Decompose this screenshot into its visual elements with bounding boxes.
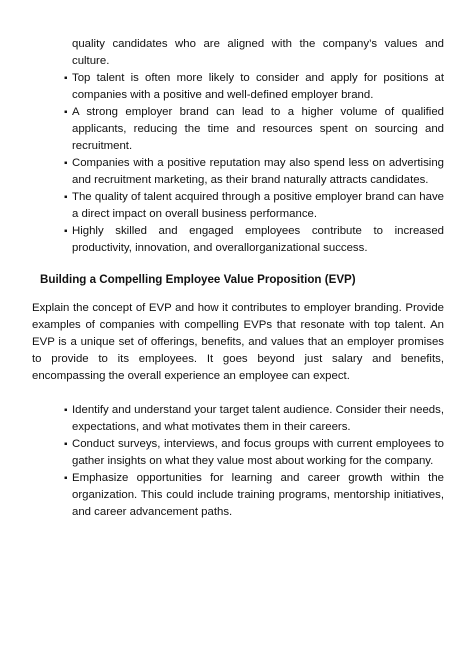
evp-paragraph: Explain the concept of EVP and how it contributes to employer branding. Provide examples of companies with compelling EVPs that resonate with top talent. An EVP is a unique set of offerings, benefits, and values that an employer promises to provide to its employees. It goes beyond just salary and benefits, encompassing the overall experience an employee can expect. xyxy=(32,302,444,382)
list-item xyxy=(64,104,444,155)
bullet-icon: ▪ xyxy=(64,439,68,450)
continued-line: quality candidates who are aligned with the company’s values and culture. xyxy=(72,38,444,67)
bullet-icon: ▪ xyxy=(64,107,68,118)
list-item xyxy=(64,223,444,257)
section-heading: Building a Compelling Employee Value Proposition (EVP) xyxy=(40,273,356,286)
list-item-text: Highly skilled and engaged employees contribute to increased productivity, innovation, and overallorganizational success. xyxy=(72,225,444,254)
list-item xyxy=(64,402,444,436)
list-item xyxy=(64,189,444,223)
list-item-text: Emphasize opportunities for learning and career growth within the organization. This could include training programs, mentorship initiatives, and career advancement paths. xyxy=(72,472,444,518)
bullet-icon: ▪ xyxy=(64,473,68,484)
bullet-icon: ▪ xyxy=(64,158,68,169)
list-item xyxy=(64,70,444,104)
list-item-text: Top talent is often more likely to consider and apply for positions at companies with a positive and well-defined employer brand. xyxy=(72,72,444,101)
list-item-text: Companies with a positive reputation may also spend less on advertising and recruitment marketing, as their brand naturally attracts candidates. xyxy=(72,157,444,186)
bullet-icon: ▪ xyxy=(64,226,68,237)
spacer xyxy=(32,385,444,402)
list-item xyxy=(64,436,444,470)
list-item xyxy=(64,155,444,189)
list-item-text: Conduct surveys, interviews, and focus groups with current employees to gather insights on what they value most about working for the company. xyxy=(72,438,444,467)
bullet-icon: ▪ xyxy=(64,405,68,416)
evp-steps-list xyxy=(32,402,444,521)
list-item-text: The quality of talent acquired through a positive employer brand can have a direct impact on overall business performance. xyxy=(72,191,444,220)
bullet-icon: ▪ xyxy=(64,192,68,203)
list-item-text: Identify and understand your target talent audience. Consider their needs, expectations, and what motivates them in their careers. xyxy=(72,404,444,433)
list-item xyxy=(64,470,444,521)
list-item-text: A strong employer brand can lead to a higher volume of qualified applicants, reducing the time and resources spent on sourcing and recruitment. xyxy=(72,106,444,152)
benefits-list xyxy=(32,70,444,257)
bullet-icon: ▪ xyxy=(64,73,68,84)
